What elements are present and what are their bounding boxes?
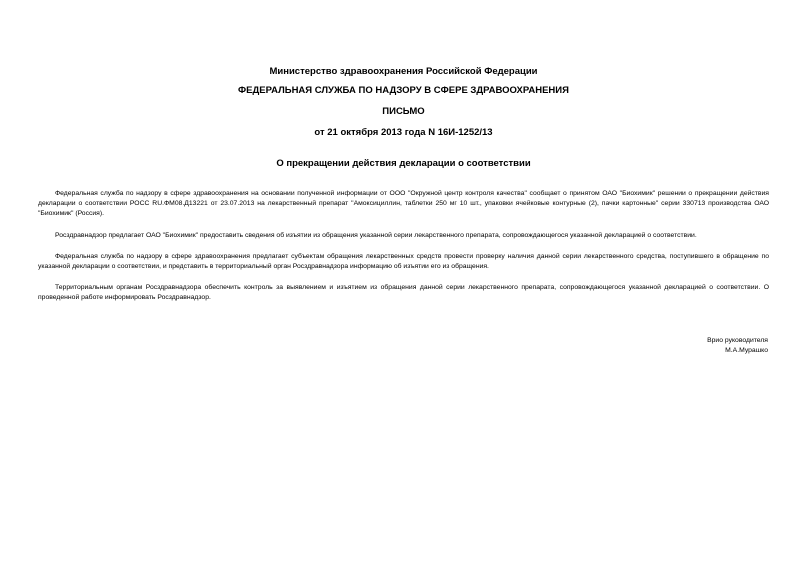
signatory-name: М.А.Мурашко <box>725 347 768 354</box>
document-subject: О прекращении действия декларации о соответствии <box>276 158 531 169</box>
ministry-title: Министерство здравоохранения Российской Федерации <box>269 66 538 77</box>
document-type: ПИСЬМО <box>382 106 425 117</box>
body-paragraph-4: Территориальным органам Росздравнадзора обеспечить контроль за выявлением и изъятием из обращения данной серии лекарственного препарата, сопровождающегося указанной декларацией о соответствии. О проведенной работе информировать Росздравнадзор. <box>38 284 769 301</box>
body-paragraph-1: Федеральная служба по надзору в сфере здравоохранения на основании полученной информации от ООО "Окружной центр контроля качества" сообщает о принятом ОАО "Биохимик" решении о прекращении действия декларации о соответствии РОСС RU.ФМ08.Д13221 от 23.07.2013 на лекарственный препарат "Амоксициллин, таблетки 250 мг 10 шт., упаковки ячейковые контурные (2), пачки картонные" серии 330713 производства ОАО "Биохимик" (Россия). <box>38 190 769 217</box>
body-paragraph-3: Федеральная служба по надзору в сфере здравоохранения предлагает субъектам обращения лекарственных средств провести проверку наличия данной серии лекарственного средства, поступившего в обращение по указанной декларации о соответствии, и представить в территориальный орган Росздравнадзора информацию об изъятии его из обращения. <box>38 253 769 270</box>
signatory-position: Врио руководителя <box>707 337 768 344</box>
service-title: ФЕДЕРАЛЬНАЯ СЛУЖБА ПО НАДЗОРУ В СФЕРЕ ЗДРАВООХРАНЕНИЯ <box>238 85 569 96</box>
body-paragraph-2: Росздравнадзор предлагает ОАО "Биохимик" предоставить сведения об изъятии из обращения указанной серии лекарственного препарата, сопровождающегося указанной декларацией о соответствии. <box>55 232 697 239</box>
document-date-number: от 21 октября 2013 года N 16И-1252/13 <box>314 127 493 138</box>
